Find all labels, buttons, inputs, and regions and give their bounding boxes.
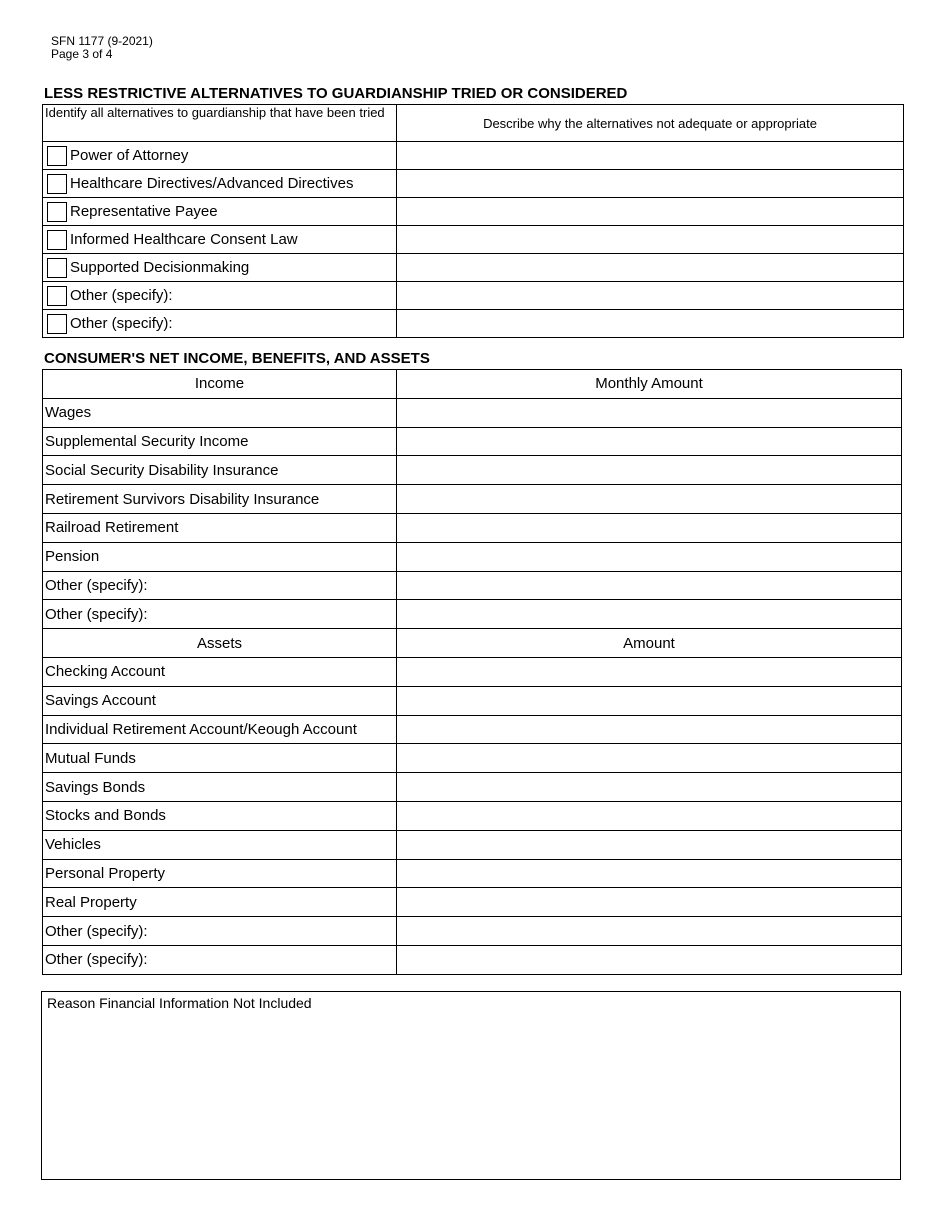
income-row: [43, 427, 902, 456]
monthly-amount-col-header: Monthly Amount: [397, 370, 902, 399]
asset-row: [43, 830, 902, 859]
income-label: Retirement Survivors Disability Insurance: [43, 485, 397, 514]
page-number: Page 3 of 4: [51, 47, 113, 61]
alternative-row: [43, 282, 904, 310]
alternative-row: [43, 226, 904, 254]
asset-row: [43, 686, 902, 715]
asset-label: Other (specify):: [43, 917, 397, 946]
asset-row: [43, 744, 902, 773]
asset-row: [43, 801, 902, 830]
stocks-bonds-amount-input[interactable]: [397, 802, 901, 830]
asset-label: Vehicles: [43, 830, 397, 859]
income-row: [43, 571, 902, 600]
finances-section-title: CONSUMER'S NET INCOME, BENEFITS, AND ASSETS: [44, 350, 430, 367]
alternative-label: Other (specify):: [70, 315, 173, 332]
reason-label: Reason Financial Information Not Included: [47, 995, 312, 1011]
reason-textarea[interactable]: [44, 1014, 902, 1180]
income-row: [43, 398, 902, 427]
other-alternative-1-reason-input[interactable]: [397, 282, 903, 309]
other-asset-2-amount-input[interactable]: [397, 946, 901, 974]
asset-row: [43, 888, 902, 917]
income-row: [43, 600, 902, 629]
supported-decisionmaking-checkbox[interactable]: [47, 258, 67, 278]
real-property-amount-input[interactable]: [397, 888, 901, 916]
alternative-row: [43, 142, 904, 170]
alternatives-header-row: [43, 105, 904, 142]
vehicles-amount-input[interactable]: [397, 831, 901, 859]
income-label: Other (specify):: [43, 600, 397, 629]
representative-payee-checkbox[interactable]: [47, 202, 67, 222]
other-alternative-1-checkbox[interactable]: [47, 286, 67, 306]
alternative-label: Power of Attorney: [70, 147, 189, 164]
asset-row: [43, 715, 902, 744]
income-row: [43, 513, 902, 542]
asset-label: Individual Retirement Account/Keough Account: [43, 715, 397, 744]
asset-label: Mutual Funds: [43, 744, 397, 773]
power-of-attorney-checkbox[interactable]: [47, 146, 67, 166]
asset-label: Checking Account: [43, 657, 397, 686]
income-label: Railroad Retirement: [43, 513, 397, 542]
alternative-label: Supported Decisionmaking: [70, 259, 250, 276]
alternatives-table: [42, 104, 904, 338]
other-income-1-amount-input[interactable]: [397, 572, 901, 600]
other-income-2-amount-input[interactable]: [397, 600, 901, 628]
savings-bonds-amount-input[interactable]: [397, 773, 901, 801]
asset-label: Real Property: [43, 888, 397, 917]
other-alternative-2-reason-input[interactable]: [397, 310, 903, 337]
railroad-retirement-amount-input[interactable]: [397, 514, 901, 542]
form-number: SFN 1177 (9-2021): [51, 34, 153, 48]
income-label: Pension: [43, 542, 397, 571]
asset-row: [43, 773, 902, 802]
asset-label: Other (specify):: [43, 945, 397, 974]
savings-account-amount-input[interactable]: [397, 687, 901, 715]
income-header-row: [43, 370, 902, 399]
ssi-amount-input[interactable]: [397, 428, 901, 456]
assets-header-row: [43, 629, 902, 658]
alternatives-col-tried: Identify all alternatives to guardianship that have been tried: [43, 105, 397, 142]
alternative-label: Representative Payee: [70, 203, 218, 220]
wages-amount-input[interactable]: [397, 399, 901, 427]
ssdi-amount-input[interactable]: [397, 456, 901, 484]
income-label: Wages: [43, 398, 397, 427]
income-row: [43, 485, 902, 514]
alternative-label: Healthcare Directives/Advanced Directives: [70, 175, 354, 192]
reason-box: [41, 991, 901, 1180]
alternatives-section-title: LESS RESTRICTIVE ALTERNATIVES TO GUARDIANSHIP TRIED OR CONSIDERED: [44, 85, 628, 102]
alternative-label: Informed Healthcare Consent Law: [70, 231, 298, 248]
supported-decisionmaking-reason-input[interactable]: [397, 254, 903, 281]
checking-account-amount-input[interactable]: [397, 658, 901, 686]
alternative-row: [43, 170, 904, 198]
healthcare-directives-reason-input[interactable]: [397, 170, 903, 197]
assets-col-header: Assets: [43, 629, 397, 658]
finances-table: [42, 369, 902, 975]
informed-consent-checkbox[interactable]: [47, 230, 67, 250]
asset-label: Savings Account: [43, 686, 397, 715]
pension-amount-input[interactable]: [397, 543, 901, 571]
alternative-row: [43, 310, 904, 338]
other-alternative-2-checkbox[interactable]: [47, 314, 67, 334]
informed-consent-reason-input[interactable]: [397, 226, 903, 253]
asset-row: [43, 859, 902, 888]
asset-label: Stocks and Bonds: [43, 801, 397, 830]
income-label: Supplemental Security Income: [43, 427, 397, 456]
other-asset-1-amount-input[interactable]: [397, 917, 901, 945]
alternative-label: Other (specify):: [70, 287, 173, 304]
personal-property-amount-input[interactable]: [397, 860, 901, 888]
income-label: Other (specify):: [43, 571, 397, 600]
power-of-attorney-reason-input[interactable]: [397, 142, 903, 169]
form-header: [51, 35, 153, 61]
alternative-row: [43, 254, 904, 282]
alternative-row: [43, 198, 904, 226]
asset-row: [43, 917, 902, 946]
mutual-funds-amount-input[interactable]: [397, 744, 901, 772]
asset-row: [43, 657, 902, 686]
asset-label: Personal Property: [43, 859, 397, 888]
asset-row: [43, 945, 902, 974]
income-col-header: Income: [43, 370, 397, 399]
rsdi-amount-input[interactable]: [397, 485, 901, 513]
representative-payee-reason-input[interactable]: [397, 198, 903, 225]
income-row: [43, 542, 902, 571]
amount-col-header: Amount: [397, 629, 902, 658]
alternatives-col-reason: Describe why the alternatives not adequate or appropriate: [397, 105, 904, 142]
healthcare-directives-checkbox[interactable]: [47, 174, 67, 194]
income-label: Social Security Disability Insurance: [43, 456, 397, 485]
asset-label: Savings Bonds: [43, 773, 397, 802]
income-row: [43, 456, 902, 485]
ira-keough-amount-input[interactable]: [397, 716, 901, 744]
